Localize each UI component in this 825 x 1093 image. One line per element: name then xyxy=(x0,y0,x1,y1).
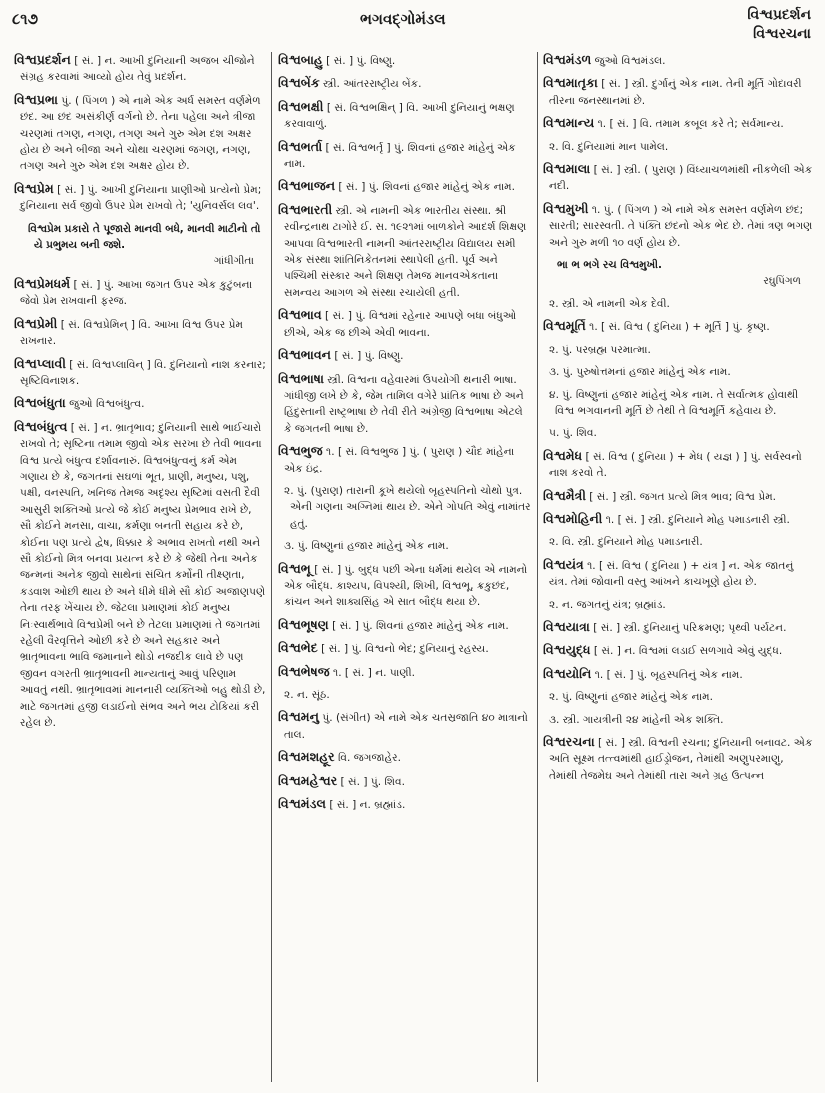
column-divider xyxy=(537,52,538,1082)
entry-definition: [ સં. ] પું. વિષ્ણુ. xyxy=(334,350,404,363)
dictionary-column-1 xyxy=(14,52,266,1088)
quotation-source: ગાંધીગીતા xyxy=(213,255,254,268)
entry-headword: વિશ્વભુજ xyxy=(278,443,323,459)
dictionary-entry xyxy=(278,773,531,790)
dictionary-entry xyxy=(278,52,531,69)
dictionary-entry xyxy=(543,734,813,784)
sub-sense: ૪. પું. વિષ્ણુનાં હજાર માંહેનું એક નામ. તે સર્વાત્મક હોવાથી વિશ્વ ભગવાનની મૂર્તિ છે તેથી તે વિશ્વમૂર્તિ કહેવાય છે. xyxy=(549,388,799,417)
entry-headword: વિશ્વમંડલ xyxy=(278,796,326,812)
dictionary-entry xyxy=(278,139,531,173)
entry-definition: ૧. [ સં. ] પું. બૃહસ્પતિનું એક નામ. xyxy=(594,668,743,681)
entry-definition: ૧. [ સં. ] ન. પાણી. xyxy=(333,666,415,679)
entry-definition: [ સં. વિશ્વભક્ષિન્ ] વિ. આખી દુનિયાનું ભક્ષણ કરવાવાળું. xyxy=(284,101,515,131)
entry-headword: વિશ્વમેધ xyxy=(543,447,583,463)
entry-headword: વિશ્વપ્લાવી xyxy=(14,355,66,371)
entry-headword: વિશ્વબેંક xyxy=(278,75,320,91)
dictionary-entry xyxy=(278,202,531,301)
entry-definition: [ સં. ] ન. આખી દુનિયાની અજબ ચીજોને સંગ્રહ કરવામાં આવ્યો હોય તેવું પ્રદર્શન. xyxy=(20,55,255,84)
entry-definition: [ સં. ] સ્ત્રી. ( પુરાણ ) વિંધ્યાચળમાંથી નીકળેલી એક નદી. xyxy=(549,164,813,193)
dictionary-entry xyxy=(278,796,531,813)
dictionary-entry xyxy=(543,75,813,109)
entry-definition: [ સં. ] ન. બ્રહ્માંડ. xyxy=(329,799,406,812)
entry-headword: વિશ્વમૂર્તિ xyxy=(543,318,586,334)
entry-headword: વિશ્વમશહૂર xyxy=(278,749,335,765)
sub-sense: ૩. સ્ત્રી. ગાયત્રીની ૨૪ માંહેની એક શક્તિ. xyxy=(549,713,724,726)
entry-definition: સ્ત્રી. એ નામની એક ભારતીય સંસ્થા. શ્રી રવીન્દ્રનાથ ટાગોરે ઈ. સ. ૧૯૨૧માં બાળકોને આદર્શ શિક્ષણ આપવા વિશ્વભારતી નામની આંતરરાષ્ટ્રીય વિદ્યાલય સમી એક સંસ્થા શાંતિનિકેતનમાં સ્થાપેલી હતી. પૂર્વ અને પશ્ચિમી સંસ્કાર અને શિક્ષણ તેમજ માનવએકતાના સમન્વય આગળ એ સંસ્થા રચાયેલી હતી. xyxy=(284,204,527,299)
column-divider xyxy=(271,52,272,1082)
entry-definition: ૧. [ સં. વિશ્વભુજ ] પું. ( પુરાણ ) ચૌદ માંહેના એક ઇંદ્ર. xyxy=(284,446,515,475)
entry-definition: ૧. પું. ( પિંગળ ) એ નામે એક સમસ્ત વર્ણમેળ છંદ; સારતી; સારસ્વતી. તે પંક્તિ છંદનો એક ભેદ છે. તેમાં ત્રણ ભગણ અને ગુરુ મળી ૧૦ વર્ણ હોય છે. xyxy=(549,203,813,249)
entry-headword: વિશ્વમહેશ્વર xyxy=(278,772,338,788)
sub-sense: ૨. સ્ત્રી. એ નામની એક દેવી. xyxy=(549,297,670,310)
dictionary-entry xyxy=(543,201,813,251)
entry-definition: સ્ત્રી. વિશ્વના વહેવારમાં ઉપયોગી થનારી ભાષા. ગાંધીજી લખે છે કે, જેમ તામિલ વગેરે પ્રાંતિક ભાષા છે અને હિંદુસ્તાની રાષ્ટ્રભાષા છે તેવી રીતે અંગ્રેજી વિશ્વભાષા એટલે કે જગતની ભાષા છે. xyxy=(284,373,524,435)
entry-definition: સ્ત્રી. આંતરરાષ્ટ્રીય બેંક. xyxy=(323,78,422,91)
dictionary-entry xyxy=(278,371,531,438)
dictionary-column-3 xyxy=(543,52,813,1088)
entry-definition: [ સં. ] સ્ત્રી. વિશ્વની રચના; દુનિયાની બનાવટ. એક અતિ સૂક્ષ્મ તત્ત્વમાંથી હાઈડ્રોજન, તેમાંથી અણુપરમાણુ, તેમાંથી તેજમેઘ અને તેમાંથી તારા અને ગ્રહ ઉત્પન્ન xyxy=(549,737,813,782)
entry-headword: વિશ્વભક્ષી xyxy=(278,98,324,114)
entry-headword: વિશ્વમાતૃકા xyxy=(543,75,598,91)
sub-sense: ૩. પું. પુરુષોત્તમનાં હજાર માંહેનું એક નામ. xyxy=(549,366,731,379)
dictionary-entry xyxy=(543,115,813,132)
entry-headword: વિશ્વભેષજ xyxy=(278,663,330,679)
entry-definition: [ સં. ] ન. વિશ્વમાં લડાઈ સળગાવે એવું યુદ્ધ. xyxy=(593,645,783,658)
entry-definition: ૧. [ સં. ] સ્ત્રી. દુનિયાને મોહ પમાડનારી સ્ત્રી. xyxy=(605,513,790,526)
quotation-text: વિશ્વપ્રેમ પ્રકારો તે પૂજારો માનવી બધે, માનવી માટીનો તો યે પ્રભુમય બની જશે. xyxy=(28,222,261,252)
entry-headword: વિશ્વયોનિ xyxy=(543,665,592,681)
guide-words xyxy=(747,6,811,44)
dictionary-entry xyxy=(543,52,813,69)
dictionary-entry xyxy=(278,617,531,634)
quotation xyxy=(14,221,266,270)
entry-headword: વિશ્વમંડળ xyxy=(543,52,592,67)
entry-definition: ૧. [ સં. ] વિ. તમામ કબૂલ કરે તે; સર્વમાન્ય. xyxy=(597,118,784,131)
dictionary-entry xyxy=(278,561,531,611)
entry-definition: [ સં. ] પું. શિવનાં હજાર માંહેનું એક નામ. xyxy=(338,181,516,194)
dictionary-entry xyxy=(14,52,266,86)
dictionary-entry xyxy=(543,488,813,505)
dictionary-entry xyxy=(543,666,813,683)
entry-headword: વિશ્વભાવ xyxy=(278,307,322,323)
dictionary-entry xyxy=(543,642,813,659)
dictionary-entry xyxy=(278,709,531,743)
guide-word-first: વિશ્વપ્રદર્શન xyxy=(747,7,811,23)
guide-word-last: વિશ્વરચના xyxy=(753,26,811,42)
entry-definition: ૧. [ સં. વિશ્વ ( દુનિયા ) + મૂર્તિ ] પું. કૃષ્ણ. xyxy=(589,321,770,334)
sub-sense: ૨. ન. સૂંઠ. xyxy=(284,689,330,701)
entry-headword: વિશ્વમાલા xyxy=(543,161,591,177)
entry-headword: વિશ્વભૂ xyxy=(278,560,311,576)
entry-headword: વિશ્વપ્રેમ xyxy=(14,180,54,196)
entry-headword: વિશ્વબંધુતા xyxy=(14,395,66,411)
entry-definition: [ સં. ] પું. વિષ્ણુ. xyxy=(326,55,396,67)
entry-headword: વિશ્વપ્રભા xyxy=(14,91,58,107)
dictionary-entry xyxy=(278,307,531,341)
entry-definition: [ સં. ] સ્ત્રી. દુનિયાનું પરિક્રમણ; પૃથ્વી પર્યટન. xyxy=(593,621,787,634)
dictionary-entry xyxy=(278,99,531,133)
dictionary-entry xyxy=(14,181,266,215)
dictionary-entry xyxy=(278,347,531,364)
sub-sense: ૩. પું. વિષ્ણુનાં હજાર માંહેનું એક નામ. xyxy=(284,540,449,553)
dictionary-entry xyxy=(543,161,813,195)
dictionary-entry xyxy=(278,75,531,92)
entry-definition: [ સં. ] પું. વિશ્વમાં રહેનાર આપણે બધા બંધુઓ છીએ, એક જ છીએ એવી ભાવના. xyxy=(284,310,517,339)
sub-sense: ૨. વિ. સ્ત્રી. દુનિયાને મોહ પમાડનારી. xyxy=(549,536,703,549)
dictionary-entry xyxy=(14,92,266,175)
entry-definition: ૧. [ સં. વિશ્વ ( દુનિયા ) + યંત્ર ] ન. એક જાતનું યંત્ર. તેમાં જોવાની વસ્તુ આંખને કાચખૂણે હોય છે. xyxy=(549,559,794,589)
entry-definition: [ સં. ] પું. બુદ્ધ પછી એના ધર્મમાં થયેલ એ નામનો એક બૌદ્ધ. કાશ્યપ, વિપશ્યી, શિખી, વિશ્વભૂ, ક્રકુછંદ, કાંચન અને શાક્યસિંહ એ સાત બૌદ્ધ થયા છે. xyxy=(284,563,528,609)
dictionary-entry xyxy=(543,448,813,482)
entry-headword: વિશ્વભર્તા xyxy=(278,138,323,154)
entry-definition: પું. ( પિંગળ ) એ નામે એક અર્ધ સમસ્ત વર્ણમેળ છંદ. આ છંદ અસંકીર્ણ વર્ગનો છે. તેના પહેલા અને ત્રીજા ચરણમાં તગણ, નગણ, તગણ અને ગુરુ એમ દશ અક્ષર હોય છે અને બીજા અને ચોથા ચરણમાં જગણ, નગણ, તગણ અને ગુરુ એમ દશ અક્ષર હોય છે. xyxy=(20,94,261,173)
entry-definition: વિ. જગજાહેર. xyxy=(338,752,401,765)
entry-headword: વિશ્વમૈત્રી xyxy=(543,487,586,503)
entry-headword: વિશ્વમાન્ય xyxy=(543,115,595,131)
entry-definition: [ સં. ] પું. વિશ્વનો ભેદ; દુનિયાનું રહસ્ય. xyxy=(321,643,489,656)
dictionary-entry xyxy=(278,443,531,477)
page-number: ૮૧૭ xyxy=(12,10,39,28)
entry-headword: વિશ્વભૂષણ xyxy=(278,616,329,632)
entry-headword: વિશ્વમુખી xyxy=(543,200,589,216)
entry-headword: વિશ્વબંધુત્વ xyxy=(14,418,68,434)
quotation-source: રઘુપિંગળ xyxy=(763,275,801,288)
dictionary-entry xyxy=(543,557,813,591)
entry-definition: [ સં. ] ન. ભ્રાતૃભાવ; દુનિયાની સાથે ભાઈચારો રાખવો તે; સૃષ્ટિના તમામ જીવો એક સરખા છે તેવી ભાવના વિશ્વ પ્રત્યે બંધુત્વ દર્શાવનારું. વિશ્વબંધુત્વનું કર્મ એમ ગણાય છે કે, જગતનાં સઘળાં ભૂત, પ્રાણી, મનુષ્ય, પશુ, પક્ષી, વનસ્પતિ, ખનિજ તેમજ અદૃશ્ય સૃષ્ટિમાં વસતી દૈવી આસુરી શક્તિઓ પ્રત્યે જે કોઈ મનુષ્ય પ્રેમભાવ રાખે છે, સૌ કોઈને મનસા, વાચા, કર્મણા બનતી સહાય કરે છે, કોઈના પણ પ્રત્યે દ્વેષ, ધિક્કાર કે અભાવ રાખતો નથી અને સૌ કોઈનો મિત્ર બનવા પ્રયત્ન કરે છે કે જેથી તેના અનેક જન્મનાં અનેક જીવો સાથેનાં સંચિત કર્મોની તીક્ષ્ણતા, કડવાશ ઓછી થાય છે અને ધીમે ધીમે સૌ કોઈ અજાણપણે તેના તરફ ખેંચાય છે. જેટલા પ્રમાણમાં કોઈ મનુષ્ય નિઃસ્વાર્થભાવે વિશ્વપ્રેમી બને છે તેટલા પ્રમાણમાં તે જગતમાં રહેલી વૈરવૃત્તિને ઓછી કરે છે અને સહકાર અને ભ્રાતૃભાવના ભાવિ જમાનાને થોડો નજદીક લાવે છે પણ જીવન વગરતી ભ્રાતૃભાવની માન્યતાનું આવું પરિણામ આવતું નથી. ભ્રાતૃભાવમાં માનનારી વ્યક્તિઓ બહુ થોડી છે, માટે જગતમાં હજી લડાઈનો સંભવ અને ભય ટોકિયાં કરી રહેલ છે. xyxy=(20,421,266,730)
entry-definition: [ સં. ] પું. આખા જગત ઉપર એક કુટુંબના જેવો પ્રેમ રાખવાની ફરજ. xyxy=(20,278,253,308)
quotation-text: ભા ભ ભગે રચ વિશ્વમુખી. xyxy=(557,259,662,272)
entry-definition: પું. (સંગીત) એ નામે એક ચતસ્રજાતિ ૪૦ માત્રાનો તાલ. xyxy=(284,712,528,741)
dictionary-entry xyxy=(14,395,266,412)
dictionary-entry xyxy=(14,356,266,390)
entry-headword: વિશ્વબાહુ xyxy=(278,52,323,67)
sub-sense: ૨. પું. પરબ્રહ્મ પરમાત્મા. xyxy=(549,343,651,356)
dictionary-entry xyxy=(543,511,813,528)
sub-sense: ૨. પું. વિષ્ણુનાં હજાર માંહેનું એક નામ. xyxy=(549,691,713,704)
running-title: ભગવદ્ગોમંડલ xyxy=(360,10,446,28)
entry-headword: વિશ્વમનુ xyxy=(278,709,319,725)
entry-definition: જુઓ વિશ્વમંડલ. xyxy=(594,55,666,67)
dictionary-column-2 xyxy=(278,52,531,1088)
entry-headword: વિશ્વપ્રેમધર્મ xyxy=(14,275,71,291)
entry-definition: [ સં. ] પું. આખી દુનિયાના પ્રાણીઓ પ્રત્યેનો પ્રેમ; દુનિયાના સર્વ જીવો ઉપર પ્રેમ રાખવો તે; 'યુનિવર્સલ લવ'. xyxy=(20,183,262,213)
sub-sense: ૨. પું. (પુરાણ) તારાની કૂખે થયેલો બૃહસ્પતિનો ચોથો પુત્ર. એની ગણના અગ્નિમાં થાય છે. એને ગોપતિ એવું નામાંતર હતું. xyxy=(284,484,531,530)
entry-definition: [ સં. ] પું. શિવ. xyxy=(340,775,406,788)
entry-definition: [ સં. વિશ્વપ્લાવિન્ ] વિ. દુનિયાનો નાશ કરનાર; સૃષ્ટિવિનાશક. xyxy=(20,358,266,387)
entry-headword: વિશ્વભાષા xyxy=(278,370,324,386)
entry-headword: વિશ્વપ્રેમી xyxy=(14,315,58,331)
entry-definition: [ સં. ] સ્ત્રી. દુર્ગાનું એક નામ. તેની મૂર્તિ ગોદાવરી તીરના જનસ્થાનમાં છે. xyxy=(549,78,802,107)
entry-headword: વિશ્વભેદ xyxy=(278,640,318,656)
dictionary-entry xyxy=(543,619,813,636)
entry-headword: વિશ્વભાજન xyxy=(278,178,336,194)
entry-definition: [ સં. ] સ્ત્રી. જગત પ્રત્યે મિત્ર ભાવ; વિશ્વ પ્રેમ. xyxy=(589,490,777,503)
page-header xyxy=(0,0,825,48)
entry-headword: વિશ્વભારતી xyxy=(278,201,333,217)
sub-sense: ૫. પું. શિવ. xyxy=(549,427,597,440)
entry-headword: વિશ્વભાવન xyxy=(278,347,331,363)
entry-definition: [ સં. ] પું. શિવનાં હજાર માંહેનું એક નામ. xyxy=(332,619,509,632)
dictionary-entry xyxy=(14,419,266,732)
entry-headword: વિશ્વમોહિની xyxy=(543,510,603,526)
entry-headword: વિશ્વયુદ્ધ xyxy=(543,642,591,658)
dictionary-entry xyxy=(14,316,266,350)
entry-definition: [ સં. વિશ્વપ્રેમિન્ ] વિ. આખા વિશ્વ ઉપર પ્રેમ રાખનાર. xyxy=(20,318,243,348)
sub-sense: ૨. ન. જગતનું યંત્ર; બ્રહ્માંડ. xyxy=(549,598,666,611)
dictionary-entry xyxy=(278,640,531,657)
entry-definition: જુઓ વિશ્વબંધુત્વ. xyxy=(69,398,145,411)
entry-headword: વિશ્વયાત્રા xyxy=(543,618,590,634)
dictionary-entry xyxy=(14,276,266,310)
dictionary-entry xyxy=(543,318,813,335)
entry-definition: [ સં. વિશ્વ ( દુનિયા ) + મેધ ( યજ્ઞ ) ] પું. સર્વસ્વનો નાશ કરવો તે. xyxy=(549,450,802,480)
dictionary-entry xyxy=(278,178,531,195)
quotation xyxy=(543,257,813,290)
dictionary-entry xyxy=(278,749,531,766)
entry-headword: વિશ્વપ્રદર્શન xyxy=(14,52,71,67)
sub-sense: ૨. વિ. દુનિયામાં માન પામેલ. xyxy=(549,140,669,153)
entry-definition: [ સં. વિશ્વભર્તૃ ] પું. શિવનાં હજાર માંહેનું એક નામ. xyxy=(284,141,516,171)
entry-headword: વિશ્વયંત્ર xyxy=(543,556,584,572)
entry-headword: વિશ્વરચના xyxy=(543,734,595,749)
dictionary-entry xyxy=(278,664,531,681)
